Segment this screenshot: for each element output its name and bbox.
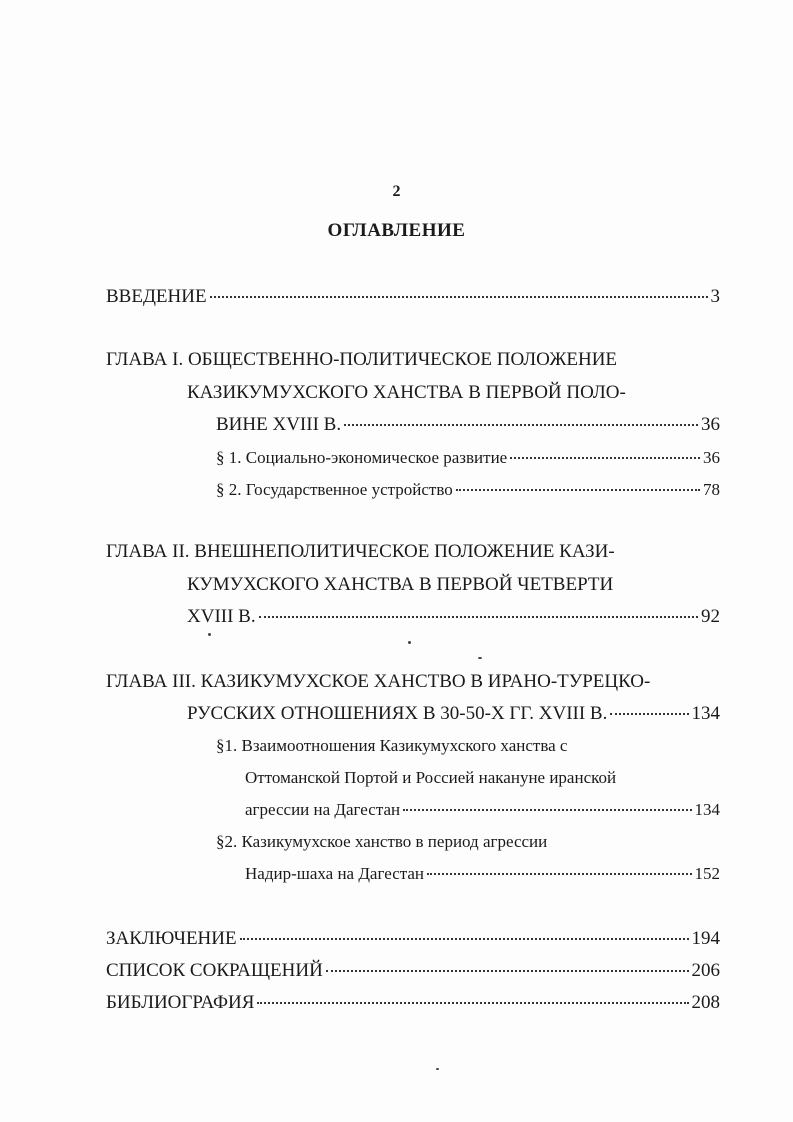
ch3-sec1-line1[interactable]: §1. Взаимоотношения Казикумухского ханства с bbox=[216, 736, 568, 755]
toc-entry-label: § 2. Государственное устройство bbox=[216, 480, 453, 499]
leader-dots bbox=[403, 809, 691, 811]
toc-entry-ch3-sec1[interactable] bbox=[245, 796, 720, 824]
scan-speck bbox=[408, 641, 411, 644]
toc-entry-bibliography[interactable] bbox=[106, 989, 720, 1017]
toc-entry-label: § 1. Социально-экономическое развитие bbox=[216, 448, 508, 467]
toc-entry-chapter3[interactable] bbox=[187, 700, 720, 728]
toc-entry-page: 36 bbox=[703, 448, 720, 467]
toc-entry-label: БИБЛИОГРАФИЯ bbox=[106, 992, 255, 1013]
chapter2-heading-line2[interactable]: КУМУХСКОГО ХАНСТВА В ПЕРВОЙ ЧЕТВЕРТИ bbox=[187, 574, 614, 595]
scan-speck bbox=[208, 633, 211, 636]
chapter1-heading-line2[interactable]: КАЗИКУМУХСКОГО ХАНСТВА В ПЕРВОЙ ПОЛО- bbox=[187, 382, 626, 403]
leader-dots bbox=[510, 457, 700, 459]
leader-dots bbox=[427, 873, 691, 875]
toc-entry-page: 36 bbox=[701, 414, 720, 435]
toc-entry-ch1-sec2[interactable] bbox=[216, 476, 720, 504]
toc-entry-page: 208 bbox=[691, 992, 720, 1013]
toc-entry-page: 194 bbox=[691, 928, 720, 949]
leader-dots bbox=[257, 1002, 688, 1004]
toc-entry-label: ВВЕДЕНИЕ bbox=[106, 286, 207, 307]
leader-dots bbox=[210, 296, 708, 298]
toc-entry-label: Надир-шаха на Дагестан bbox=[245, 864, 425, 883]
toc-entry-conclusion[interactable] bbox=[106, 925, 720, 953]
toc-entry-page: 134 bbox=[691, 703, 720, 724]
scan-speck bbox=[436, 1068, 439, 1070]
leader-dots bbox=[456, 489, 700, 491]
toc-title: ОГЛАВЛЕНИЕ bbox=[327, 220, 466, 241]
toc-entry-label: XVIII В. bbox=[187, 606, 256, 627]
leader-dots bbox=[240, 938, 689, 940]
toc-entry-label: агрессии на Дагестан bbox=[245, 800, 401, 819]
chapter3-heading-line1[interactable]: ГЛАВА III. КАЗИКУМУХСКОЕ ХАНСТВО В ИРАНО-ТУРЕЦКО- bbox=[106, 671, 651, 692]
toc-entry-label: ВИНЕ XVIII В. bbox=[216, 414, 342, 435]
toc-entry-page: 92 bbox=[701, 606, 720, 627]
toc-entry-page: 3 bbox=[710, 286, 720, 307]
toc-entry-label: ЗАКЛЮЧЕНИЕ bbox=[106, 928, 237, 949]
toc-entry-intro[interactable] bbox=[106, 283, 720, 311]
ch3-sec2-line1[interactable]: §2. Казикумухское ханство в период агрессии bbox=[216, 832, 548, 851]
toc-entry-page: 134 bbox=[694, 800, 720, 819]
leader-dots bbox=[344, 424, 698, 426]
page-number: 2 bbox=[392, 183, 401, 200]
leader-dots bbox=[326, 970, 689, 972]
toc-entry-label: СПИСОК СОКРАЩЕНИЙ bbox=[106, 960, 323, 981]
leader-dots bbox=[610, 713, 688, 715]
ch3-sec1-line2[interactable]: Оттоманской Портой и Россией накануне иранской bbox=[245, 768, 617, 787]
toc-entry-page: 78 bbox=[703, 480, 720, 499]
toc-entry-chapter1[interactable] bbox=[216, 411, 720, 439]
toc-entry-abbreviations[interactable] bbox=[106, 957, 720, 985]
toc-entry-page: 206 bbox=[691, 960, 720, 981]
toc-entry-ch1-sec1[interactable] bbox=[216, 444, 720, 472]
scan-speck bbox=[478, 657, 482, 659]
toc-entry-page: 152 bbox=[694, 864, 720, 883]
leader-dots bbox=[259, 616, 698, 618]
toc-entry-ch3-sec2[interactable] bbox=[245, 860, 720, 888]
chapter1-heading-line1[interactable]: ГЛАВА I. ОБЩЕСТВЕННО-ПОЛИТИЧЕСКОЕ ПОЛОЖЕНИЕ bbox=[106, 349, 618, 370]
toc-entry-label: РУССКИХ ОТНОШЕНИЯХ В 30-50-Х ГГ. XVIII В. bbox=[187, 703, 608, 724]
chapter2-heading-line1[interactable]: ГЛАВА II. ВНЕШНЕПОЛИТИЧЕСКОЕ ПОЛОЖЕНИЕ КАЗИ- bbox=[106, 541, 615, 562]
toc-entry-chapter2[interactable] bbox=[187, 603, 720, 631]
